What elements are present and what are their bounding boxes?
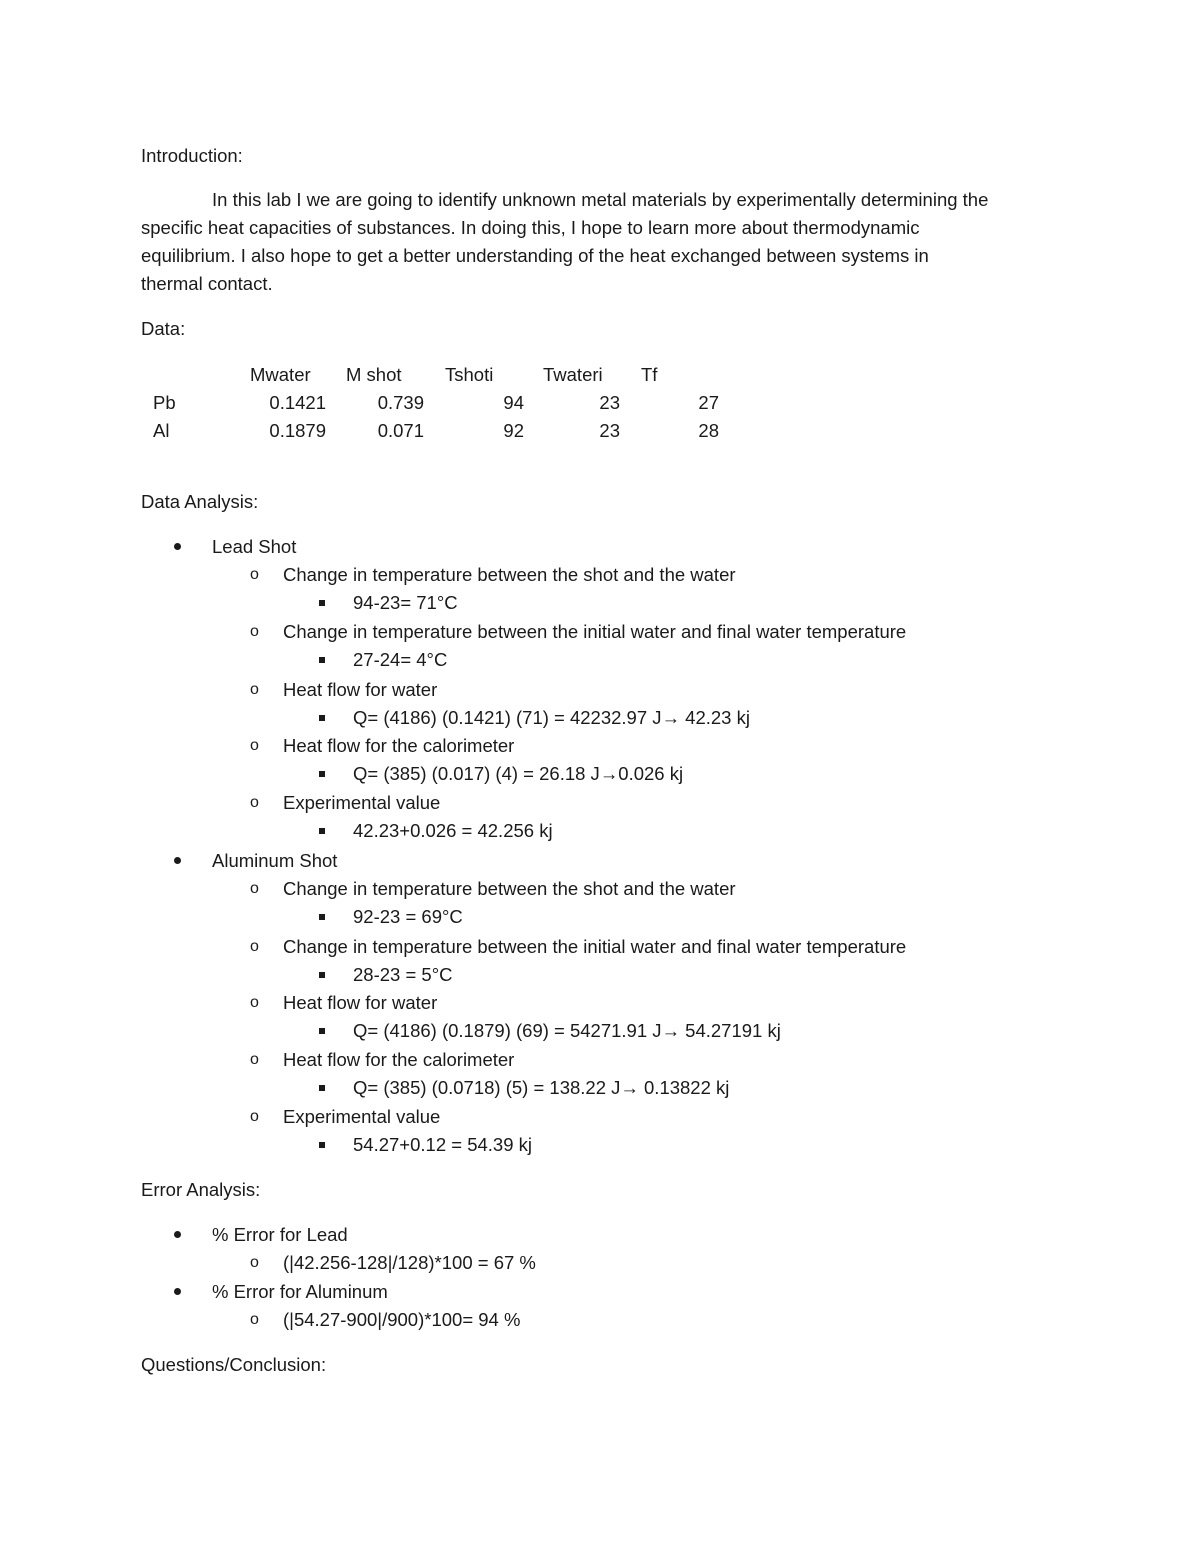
bullet-circle-icon: o <box>250 681 259 698</box>
lead-shot-title: Lead Shot <box>212 536 297 557</box>
data-heading: Data: <box>141 318 186 339</box>
bullet-circle-icon: o <box>250 1254 259 1271</box>
bullet-circle-icon: o <box>250 737 259 754</box>
bullet-square-icon <box>319 1085 325 1091</box>
list-item: Experimental value <box>283 1106 441 1127</box>
bullet-circle-icon: o <box>250 794 259 811</box>
error-aluminum-title: % Error for Aluminum <box>212 1281 388 1302</box>
bullet-square-icon <box>319 972 325 978</box>
error-aluminum-value: (|54.27-900|/900)*100= 94 % <box>283 1309 521 1330</box>
list-item: Heat flow for the calorimeter <box>283 735 515 756</box>
bullet-square-icon <box>319 1028 325 1034</box>
bullet-circle-icon: o <box>250 938 259 955</box>
bullet-circle-icon: o <box>250 1311 259 1328</box>
bullet-circle-icon: o <box>250 1051 259 1068</box>
list-item: Change in temperature between the shot and the water <box>283 878 736 899</box>
conclusion-heading: Questions/Conclusion: <box>141 1354 327 1375</box>
list-item: Change in temperature between the shot and the water <box>283 564 736 585</box>
bullet-circle-icon: o <box>250 994 259 1011</box>
list-item: Experimental value <box>283 792 441 813</box>
column-header-mshot: M shot <box>346 364 402 385</box>
list-item: Heat flow for the calorimeter <box>283 1049 515 1070</box>
list-item: Change in temperature between the initial water and final water temperature <box>283 936 907 957</box>
bullet-square-icon <box>319 657 325 663</box>
table-cell: 28 <box>698 420 719 441</box>
table-cell: 94 <box>503 392 524 413</box>
list-item-value: 92-23 = 69°C <box>353 906 463 927</box>
bullet-square-icon <box>319 1142 325 1148</box>
list-item-value: Q= (385) (0.0718) (5) = 138.22 J→ 0.13822 kj <box>353 1077 730 1098</box>
table-cell: 23 <box>599 392 620 413</box>
bullet-square-icon <box>319 914 325 920</box>
column-header-mwater: Mwater <box>250 364 311 385</box>
table-cell: 27 <box>698 392 719 413</box>
bullet-square-icon <box>319 600 325 606</box>
table-cell: 0.739 <box>377 392 424 413</box>
list-item: Heat flow for water <box>283 992 438 1013</box>
column-header-tf: Tf <box>641 364 658 385</box>
list-item-value: 94-23= 71°C <box>353 592 458 613</box>
list-item-value: 27-24= 4°C <box>353 649 448 670</box>
bullet-dot-icon <box>174 1288 181 1295</box>
bullet-dot-icon <box>174 1231 181 1238</box>
list-item-value: Q= (4186) (0.1421) (71) = 42232.97 J→ 42.23 kj <box>353 707 750 728</box>
intro-line-3: equilibrium. I also hope to get a better understanding of the heat exchanged between systems in <box>141 245 929 266</box>
error-analysis-heading: Error Analysis: <box>141 1179 261 1200</box>
list-item-value: 42.23+0.026 = 42.256 kj <box>353 820 553 841</box>
bullet-circle-icon: o <box>250 880 259 897</box>
aluminum-shot-title: Aluminum Shot <box>212 850 338 871</box>
intro-line-4: thermal contact. <box>141 273 273 294</box>
introduction-heading: Introduction: <box>141 145 243 166</box>
bullet-circle-icon: o <box>250 1108 259 1125</box>
list-item-value: 28-23 = 5°C <box>353 964 453 985</box>
bullet-dot-icon <box>174 543 181 550</box>
table-cell: 0.1421 <box>269 392 326 413</box>
error-lead-title: % Error for Lead <box>212 1224 348 1245</box>
intro-line-1: In this lab I we are going to identify unknown metal materials by experimentally determining the <box>212 189 989 210</box>
bullet-circle-icon: o <box>250 623 259 640</box>
row-label-pb: Pb <box>153 392 176 413</box>
table-cell: 92 <box>503 420 524 441</box>
data-analysis-heading: Data Analysis: <box>141 491 259 512</box>
bullet-square-icon <box>319 828 325 834</box>
bullet-square-icon <box>319 715 325 721</box>
intro-line-2: specific heat capacities of substances. In doing this, I hope to learn more about thermodynamic <box>141 217 920 238</box>
table-cell: 0.1879 <box>269 420 326 441</box>
bullet-square-icon <box>319 771 325 777</box>
row-label-al: Al <box>153 420 170 441</box>
bullet-circle-icon: o <box>250 566 259 583</box>
column-header-tshoti: Tshoti <box>445 364 494 385</box>
list-item: Heat flow for water <box>283 679 438 700</box>
column-header-twateri: Twateri <box>543 364 603 385</box>
list-item-value: Q= (4186) (0.1879) (69) = 54271.91 J→ 54.27191 kj <box>353 1020 781 1041</box>
bullet-dot-icon <box>174 857 181 864</box>
list-item-value: Q= (385) (0.017) (4) = 26.18 J→0.026 kj <box>353 763 684 784</box>
table-cell: 0.071 <box>377 420 424 441</box>
table-cell: 23 <box>599 420 620 441</box>
error-lead-value: (|42.256-128|/128)*100 = 67 % <box>283 1252 536 1273</box>
list-item-value: 54.27+0.12 = 54.39 kj <box>353 1134 532 1155</box>
list-item: Change in temperature between the initial water and final water temperature <box>283 621 907 642</box>
